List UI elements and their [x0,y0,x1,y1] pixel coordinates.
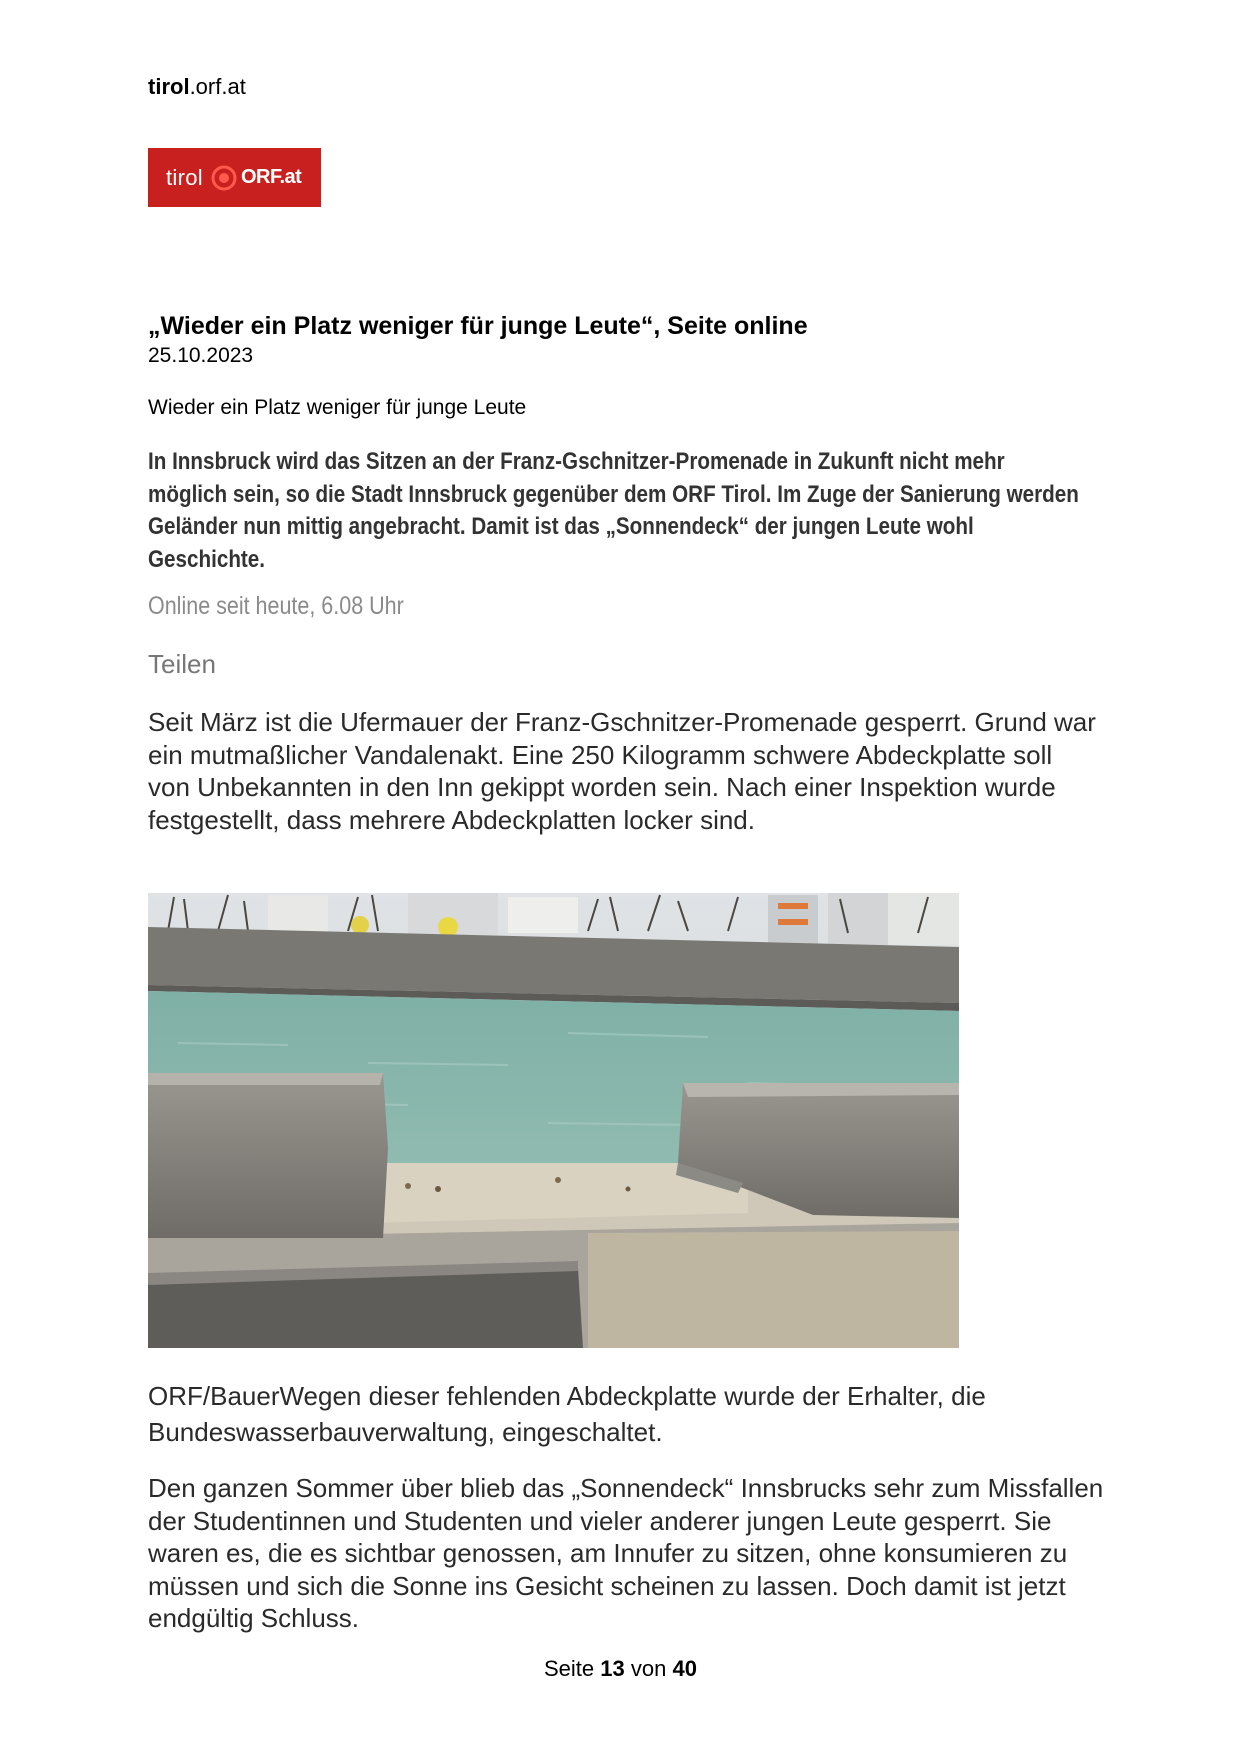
footer-page-number: 13 [600,1656,625,1681]
article-paragraph-3: Den ganzen Sommer über blieb das „Sonnendeck“ Innsbrucks sehr zum Missfallen der Studentinnen und Studenten und vieler anderer jungen Leute gesperrt. Sie waren es, die es sichtbar genossen, am Innufer zu sitzen, ohne konsumieren zu müssen und sich die Sonne ins Gesicht scheinen zu lassen. Doch damit ist jetzt endgültig Schluss. [148,1473,1104,1633]
site-header [148,74,246,100]
logo-brand: ORF.at [240,166,302,188]
share-label: Teilen [148,649,216,679]
online-since-timestamp: Online seit heute, 6.08 Uhr [148,592,404,620]
site-name-bold: tirol [148,74,190,99]
logo-word: tirol [166,164,203,190]
orf-eye-icon [211,165,237,191]
site-name-rest: .orf.at [189,74,246,99]
orf-tirol-logo [148,148,321,207]
page-footer [0,1656,1241,1682]
article-date: 25.10.2023 [148,344,254,367]
footer-middle: von [630,1656,667,1681]
article-photo-river-wall [148,893,959,1348]
article-paragraph-2: ORF/BauerWegen dieser fehlenden Abdeckplatte wurde der Erhalter, die Bundeswasserbauverwaltung, eingeschaltet. [148,1381,986,1447]
article-lead: In Innsbruck wird das Sitzen an der Franz-Gschnitzer-Promenade in Zukunft nicht mehr möglich sein, so die Stadt Innsbruck gegenüber dem ORF Tirol. Im Zuge der Sanierung werden Geländer nun mittig angebracht. Damit ist das „Sonnendeck“ der jungen Leute wohl Geschichte. [148,448,1079,573]
article-paragraph-1: Seit März ist die Ufermauer der Franz-Gschnitzer-Promenade gesperrt. Grund war ein mutmaßlicher Vandalenakt. Eine 250 Kilogramm schwere Abdeckplatte soll von Unbekannten in den Inn gekippt worden sein. Nach einer Inspektion wurde festgestellt, dass mehrere Abdeckplatten locker sind. [148,707,1096,835]
article-kicker: Wieder ein Platz weniger für junge Leute [148,396,527,419]
footer-prefix: Seite [544,1656,595,1681]
article-headline: „Wieder ein Platz weniger für junge Leute“, Seite online [148,312,808,340]
footer-page-total: 40 [672,1656,697,1681]
